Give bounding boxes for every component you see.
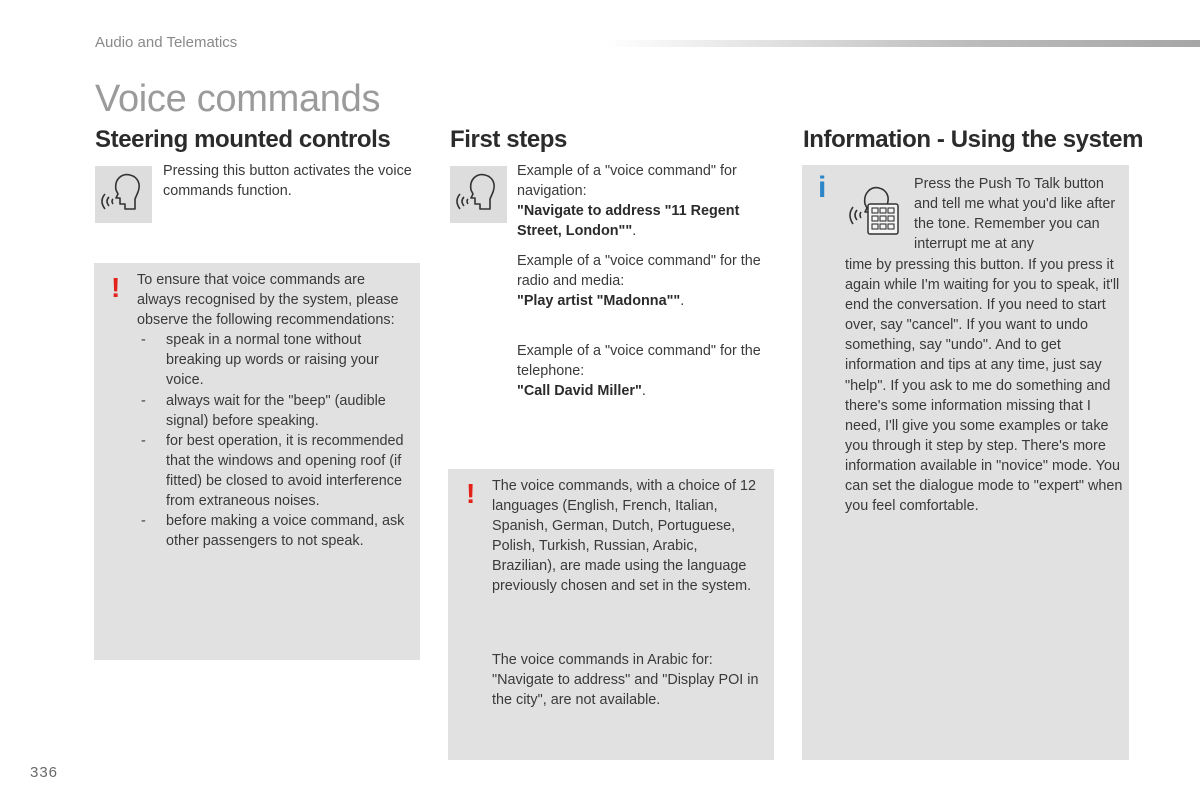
list-item: - for best operation, it is recommended that the windows and opening roof (if fitted) be closed to avoid interference from extraneous noises. xyxy=(137,431,412,511)
steering-controls-title: Steering mounted controls xyxy=(95,126,391,153)
warning-intro: To ensure that voice commands are always recognised by the system, please observe the following recommendations: xyxy=(137,272,399,329)
list-item: - speak in a normal tone without breaking up words or raising your voice. xyxy=(137,330,412,390)
voice-command-button-icon-box xyxy=(450,166,507,223)
header-bar xyxy=(605,40,1200,47)
telephone-command: "Call David Miller" xyxy=(517,383,642,400)
voice-command-icon xyxy=(450,166,507,223)
section-label: Audio and Telematics xyxy=(95,34,238,51)
languages-warning-text: The voice commands, with a choice of 12 languages (English, French, Italian, Spanish, German, Dutch, Portuguese, Polish, Turkish, Russian, Arabic, Brazilian), are made using the language previously chosen and set in the system. xyxy=(492,478,756,595)
warning-icon: ! xyxy=(466,478,476,509)
list-item: - always wait for the "beep" (audible signal) before speaking. xyxy=(137,391,412,431)
first-steps-title: First steps xyxy=(450,126,567,153)
voice-command-icon xyxy=(95,166,152,223)
steering-warning-text xyxy=(137,270,412,551)
information-title: Information - Using the system xyxy=(803,126,1144,153)
info-icon: i xyxy=(818,171,827,204)
navigation-example: Example of a "voice command" for navigation: "Navigate to address "11 Regent Street, London"". xyxy=(517,163,740,240)
page-number: 336 xyxy=(30,764,59,781)
recommendations-list xyxy=(137,330,412,551)
telephone-example: Example of a "voice command" for the telephone: "Call David Miller". xyxy=(517,343,761,400)
voice-command-button-icon-box xyxy=(95,166,152,223)
list-item: - before making a voice command, ask other passengers to not speak. xyxy=(137,511,412,551)
push-to-talk-icon-box xyxy=(845,178,907,240)
info-text-rest: time by pressing this button. If you press it again while I'm waiting for you to speak, it'll end the conversation. If you need to start over, say "cancel". If you want to undo something, say "undo". And to get information and tips at any time, just say "help". If you ask to me do something and there's some information missing that I need, I'll give you some examples or take you through it step by step. There's more information available in "novice" mode. You can set the dialogue mode to "expert" when you feel comfortable. xyxy=(845,257,1123,515)
button-activates-text: Pressing this button activates the voice commands function. xyxy=(163,163,412,200)
radio-command: "Play artist "Madonna"" xyxy=(517,293,681,310)
info-text-top: Press the Push To Talk button and tell me what you'd like after the tone. Remember you can interrupt me at any xyxy=(914,176,1116,253)
navigation-command: "Navigate to address "11 Regent Street, London"" xyxy=(517,203,740,240)
warning-icon: ! xyxy=(111,272,121,303)
voice-command-keypad-icon xyxy=(845,178,907,240)
page-title: Voice commands xyxy=(95,78,381,120)
arabic-note-text: The voice commands in Arabic for: "Navigate to address" and "Display POI in the city", are not available. xyxy=(492,652,759,709)
radio-media-example: Example of a "voice command" for the radio and media: "Play artist "Madonna"". xyxy=(517,253,761,310)
